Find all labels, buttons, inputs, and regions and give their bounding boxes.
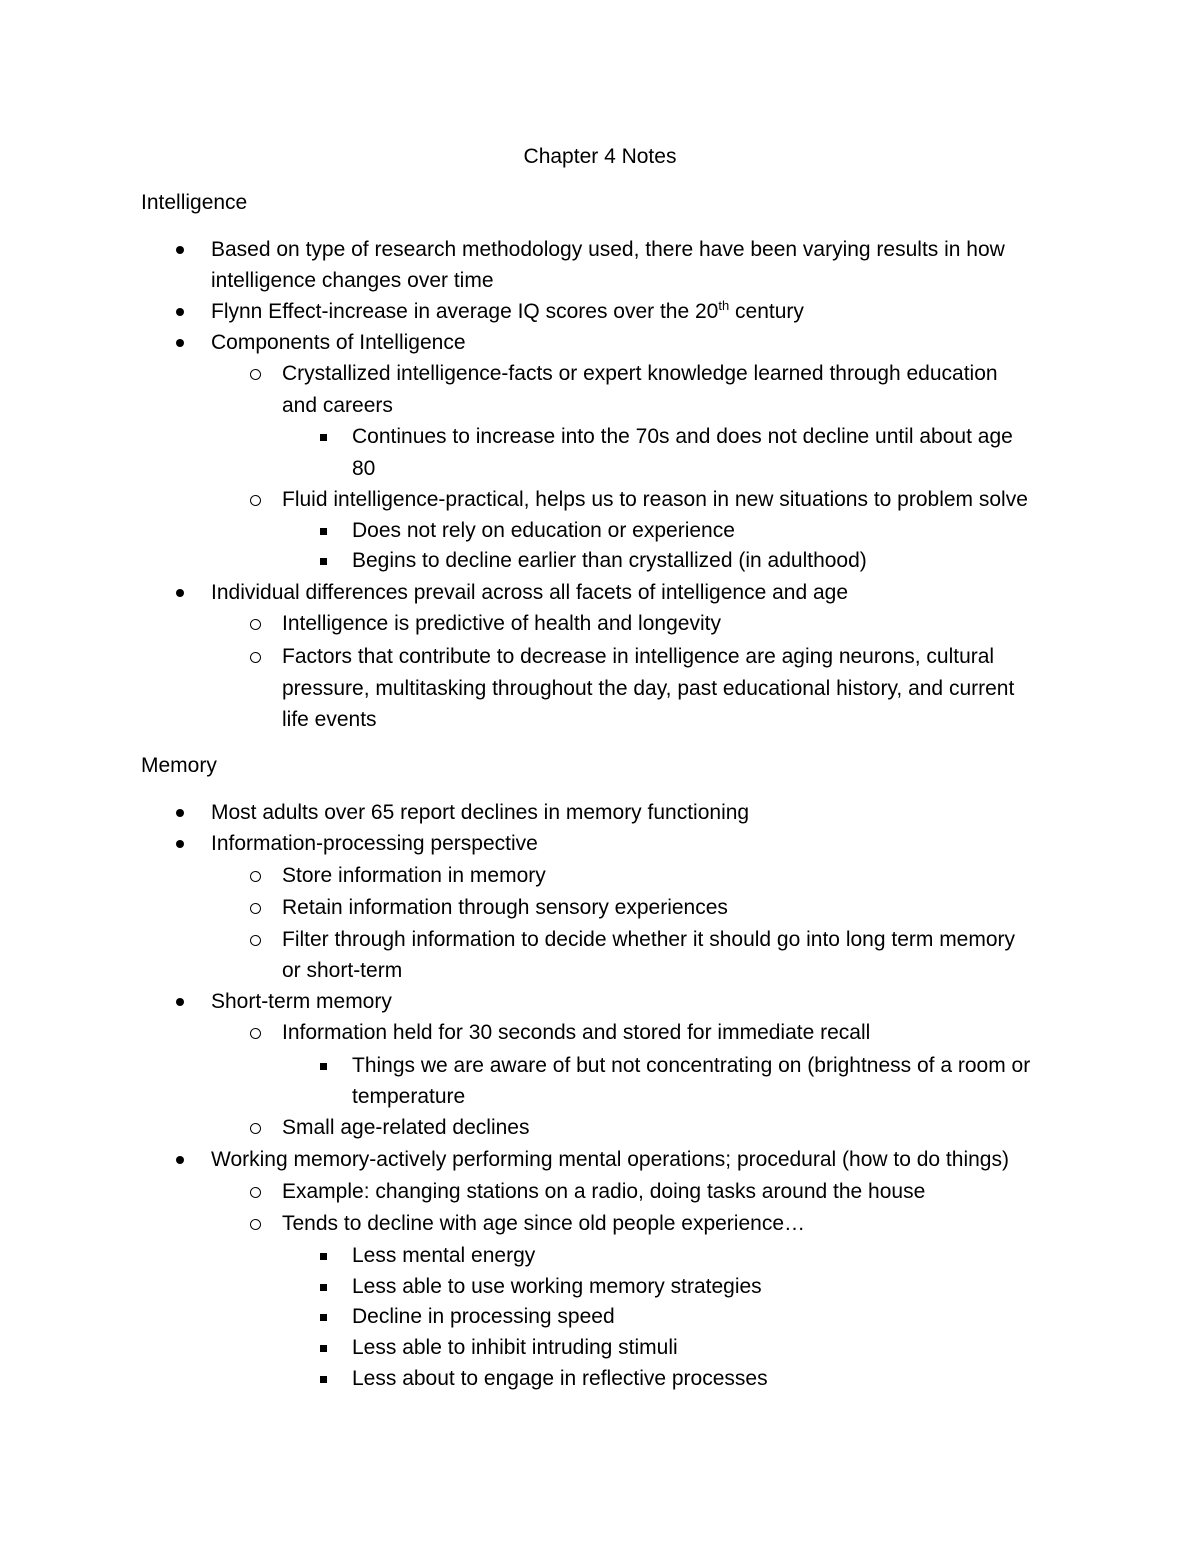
list-item-text: Less able to use working memory strategies: [352, 1275, 762, 1298]
bullet-icon: [313, 423, 333, 451]
list-item-text: life events: [282, 708, 377, 731]
list-item-text: temperature: [352, 1085, 466, 1108]
bullet-icon: [245, 486, 265, 514]
list-item-text: Less about to engage in reflective processes: [352, 1367, 768, 1390]
list-item-text: Filter through information to decide whether it should go into long term memory: [282, 928, 1016, 951]
list-item-text: Does not rely on education or experience: [352, 519, 735, 542]
list-item-text: Small age-related declines: [282, 1116, 530, 1139]
bullet-icon: [245, 643, 265, 671]
bullet-icon: [313, 1273, 333, 1301]
bullet-icon: [245, 894, 265, 922]
list-item-text: Example: changing stations on a radio, doing tasks around the house: [282, 1180, 926, 1203]
page-title: Chapter 4 Notes: [523, 145, 677, 168]
superscript: th: [718, 298, 730, 313]
bullet-icon: [170, 988, 190, 1016]
bullet-icon: [170, 799, 190, 827]
list-item-text: Individual differences prevail across all facets of intelligence and age: [211, 581, 848, 604]
list-item-text: Fluid intelligence-practical, helps us to reason in new situations to problem solve: [282, 488, 1028, 511]
list-item-text: Based on type of research methodology used, there have been varying results in how: [211, 238, 1005, 261]
bullet-icon: [245, 1210, 265, 1238]
bullet-icon: [313, 1365, 333, 1393]
list-item-text: Working memory-actively performing mental operations; procedural (how to do things): [211, 1148, 1009, 1171]
bullet-icon: [170, 830, 190, 858]
list-item-text: Store information in memory: [282, 864, 546, 887]
bullet-icon: [170, 579, 190, 607]
bullet-icon: [313, 547, 333, 575]
bullet-icon: [170, 298, 190, 326]
bullet-icon: [245, 862, 265, 890]
list-item-text: Components of Intelligence: [211, 331, 466, 354]
list-item-text: or short-term: [282, 959, 403, 982]
bullet-icon: [245, 1178, 265, 1206]
text-after-sup: century: [729, 300, 804, 323]
bullet-icon: [170, 236, 190, 264]
list-item-text: Less mental energy: [352, 1244, 536, 1267]
bullet-icon: [245, 1114, 265, 1142]
list-item-text: [211, 298, 804, 326]
list-item-text: Information-processing perspective: [211, 832, 538, 855]
bullet-icon: [313, 517, 333, 545]
bullet-icon: [313, 1334, 333, 1362]
list-item-text: Crystallized intelligence-facts or expert knowledge learned through education: [282, 362, 998, 385]
list-item-text: Things we are aware of but not concentrating on (brightness of a room or: [352, 1054, 1031, 1077]
list-item-text: Information held for 30 seconds and stored for immediate recall: [282, 1021, 871, 1044]
bullet-icon: [170, 1146, 190, 1174]
list-item-text: Retain information through sensory experiences: [282, 896, 728, 919]
list-item-text: Continues to increase into the 70s and does not decline until about age: [352, 425, 1013, 448]
bullet-icon: [245, 1019, 265, 1047]
list-item-text: Tends to decline with age since old people experience…: [282, 1212, 806, 1235]
section-heading-intelligence: Intelligence: [141, 191, 248, 214]
bullet-icon: [313, 1303, 333, 1331]
list-item-text: Most adults over 65 report declines in memory functioning: [211, 801, 750, 824]
bullet-icon: [170, 329, 190, 357]
list-item-text: and careers: [282, 394, 393, 417]
section-heading-memory: Memory: [141, 754, 217, 777]
bullet-icon: [245, 360, 265, 388]
list-item-text: intelligence changes over time: [211, 269, 494, 292]
bullet-icon: [245, 926, 265, 954]
list-item-text: Begins to decline earlier than crystallized (in adulthood): [352, 549, 867, 572]
list-item-text: Short-term memory: [211, 990, 392, 1013]
list-item-text: Decline in processing speed: [352, 1305, 615, 1328]
list-item-text: 80: [352, 457, 376, 480]
bullet-icon: [313, 1242, 333, 1270]
list-item-text: pressure, multitasking throughout the day, past educational history, and current: [282, 677, 1015, 700]
bullet-icon: [245, 610, 265, 638]
list-item-text: Factors that contribute to decrease in intelligence are aging neurons, cultural: [282, 645, 995, 668]
list-item-text: Less able to inhibit intruding stimuli: [352, 1336, 678, 1359]
list-item-text: Intelligence is predictive of health and longevity: [282, 612, 721, 635]
bullet-icon: [313, 1052, 333, 1080]
text-before-sup: Flynn Effect-increase in average IQ scores over the 20: [211, 300, 719, 323]
